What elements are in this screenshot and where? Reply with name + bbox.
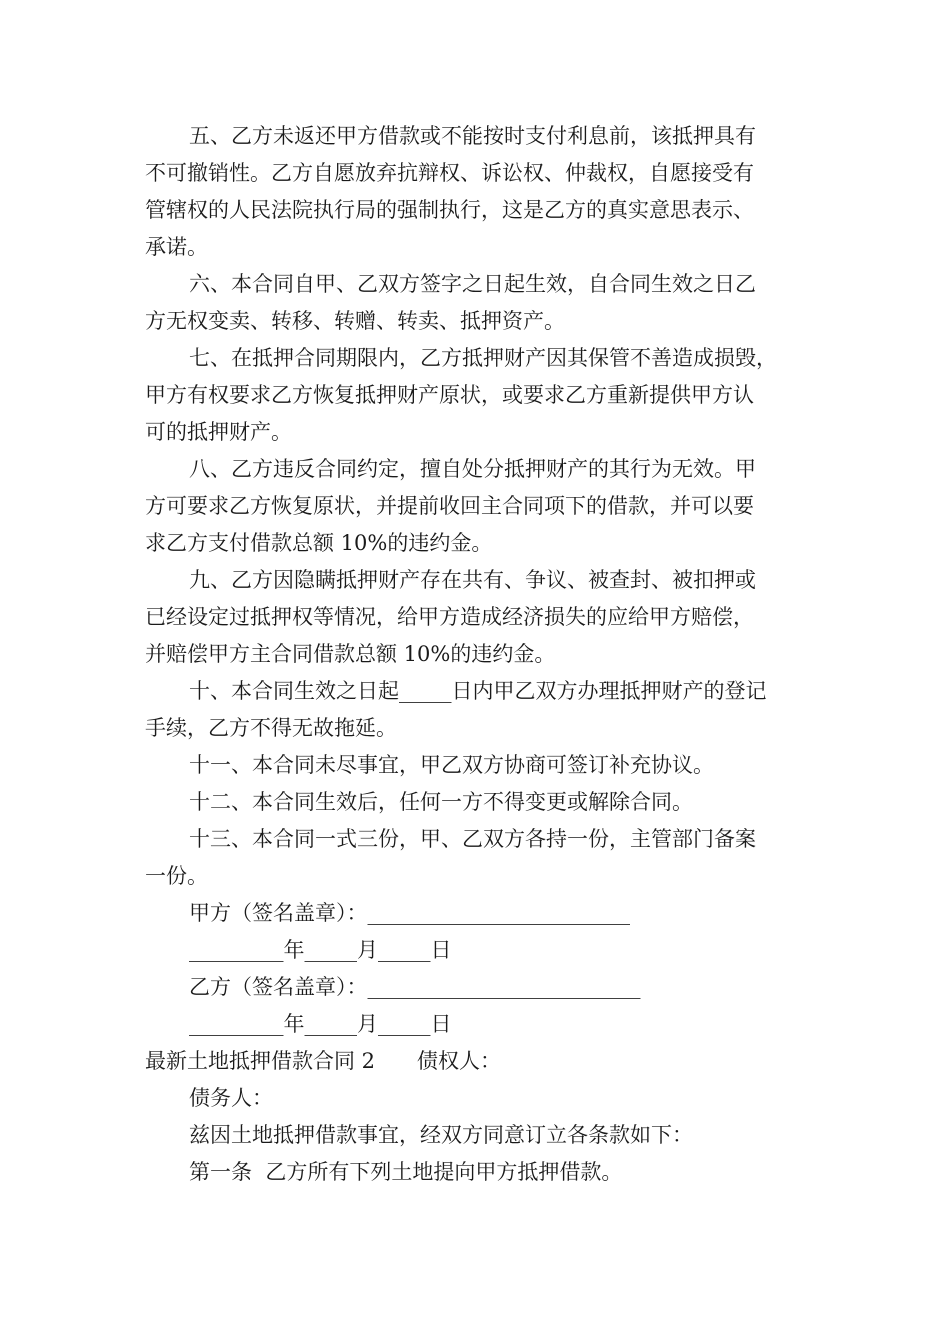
contract-2-heading: 最新土地抵押借款合同 2 债权人： <box>145 1049 502 1073</box>
paragraph-7-line-2: 甲方有权要求乙方恢复抵押财产原状，或要求乙方重新提供甲方认 <box>145 383 754 407</box>
paragraph-8-line-3: 求乙方支付借款总额 10%的违约金。 <box>145 531 493 555</box>
party-b-signature: 乙方（签名盖章）：__________________________ <box>189 975 641 999</box>
paragraph-6-line-1: 六、本合同自甲、乙双方签字之日起生效，自合同生效之日乙 <box>189 272 756 296</box>
paragraph-11: 十一、本合同未尽事宜，甲乙双方协商可签订补充协议。 <box>189 753 714 777</box>
paragraph-5-line-2: 不可撤销性。乙方自愿放弃抗辩权、诉讼权、仲裁权，自愿接受有 <box>145 161 754 185</box>
paragraph-13-line-1: 十三、本合同一式三份，甲、乙双方各持一份，主管部门备案 <box>189 827 756 851</box>
paragraph-5-line-1: 五、乙方未返还甲方借款或不能按时支付利息前，该抵押具有 <box>189 124 756 148</box>
debtor-line: 债务人： <box>189 1086 273 1110</box>
paragraph-9-line-3: 并赔偿甲方主合同借款总额 10%的违约金。 <box>145 642 556 666</box>
paragraph-5-line-4: 承诺。 <box>145 235 208 259</box>
paragraph-12: 十二、本合同生效后，任何一方不得变更或解除合同。 <box>189 790 693 814</box>
intro-line: 兹因土地抵押借款事宜，经双方同意订立各条款如下： <box>189 1123 693 1147</box>
paragraph-5-line-3: 管辖权的人民法院执行局的强制执行，这是乙方的真实意思表示、 <box>145 198 754 222</box>
paragraph-13-line-2: 一份。 <box>145 864 208 888</box>
article-1-line: 第一条 乙方所有下列土地提向甲方抵押借款。 <box>189 1160 623 1184</box>
paragraph-7-line-1: 七、在抵押合同期限内，乙方抵押财产因其保管不善造成损毁， <box>189 346 777 370</box>
paragraph-9-line-1: 九、乙方因隐瞒抵押财产存在共有、争议、被查封、被扣押或 <box>189 568 756 592</box>
paragraph-8-line-1: 八、乙方违反合同约定，擅自处分抵押财产的其行为无效。甲 <box>189 457 756 481</box>
party-a-signature: 甲方（签名盖章）：_________________________ <box>189 901 630 925</box>
party-a-date: _________年_____月_____日 <box>189 938 452 962</box>
paragraph-10-line-2: 手续，乙方不得无故拖延。 <box>145 716 397 740</box>
paragraph-9-line-2: 已经设定过抵押权等情况，给甲方造成经济损失的应给甲方赔偿， <box>145 605 754 629</box>
paragraph-8-line-2: 方可要求乙方恢复原状，并提前收回主合同项下的借款，并可以要 <box>145 494 754 518</box>
party-b-date: _________年_____月_____日 <box>189 1012 452 1036</box>
paragraph-6-line-2: 方无权变卖、转移、转赠、转卖、抵押资产。 <box>145 309 565 333</box>
paragraph-7-line-3: 可的抵押财产。 <box>145 420 292 444</box>
paragraph-10-line-1: 十、本合同生效之日起_____日内甲乙双方办理抵押财产的登记 <box>189 679 767 703</box>
